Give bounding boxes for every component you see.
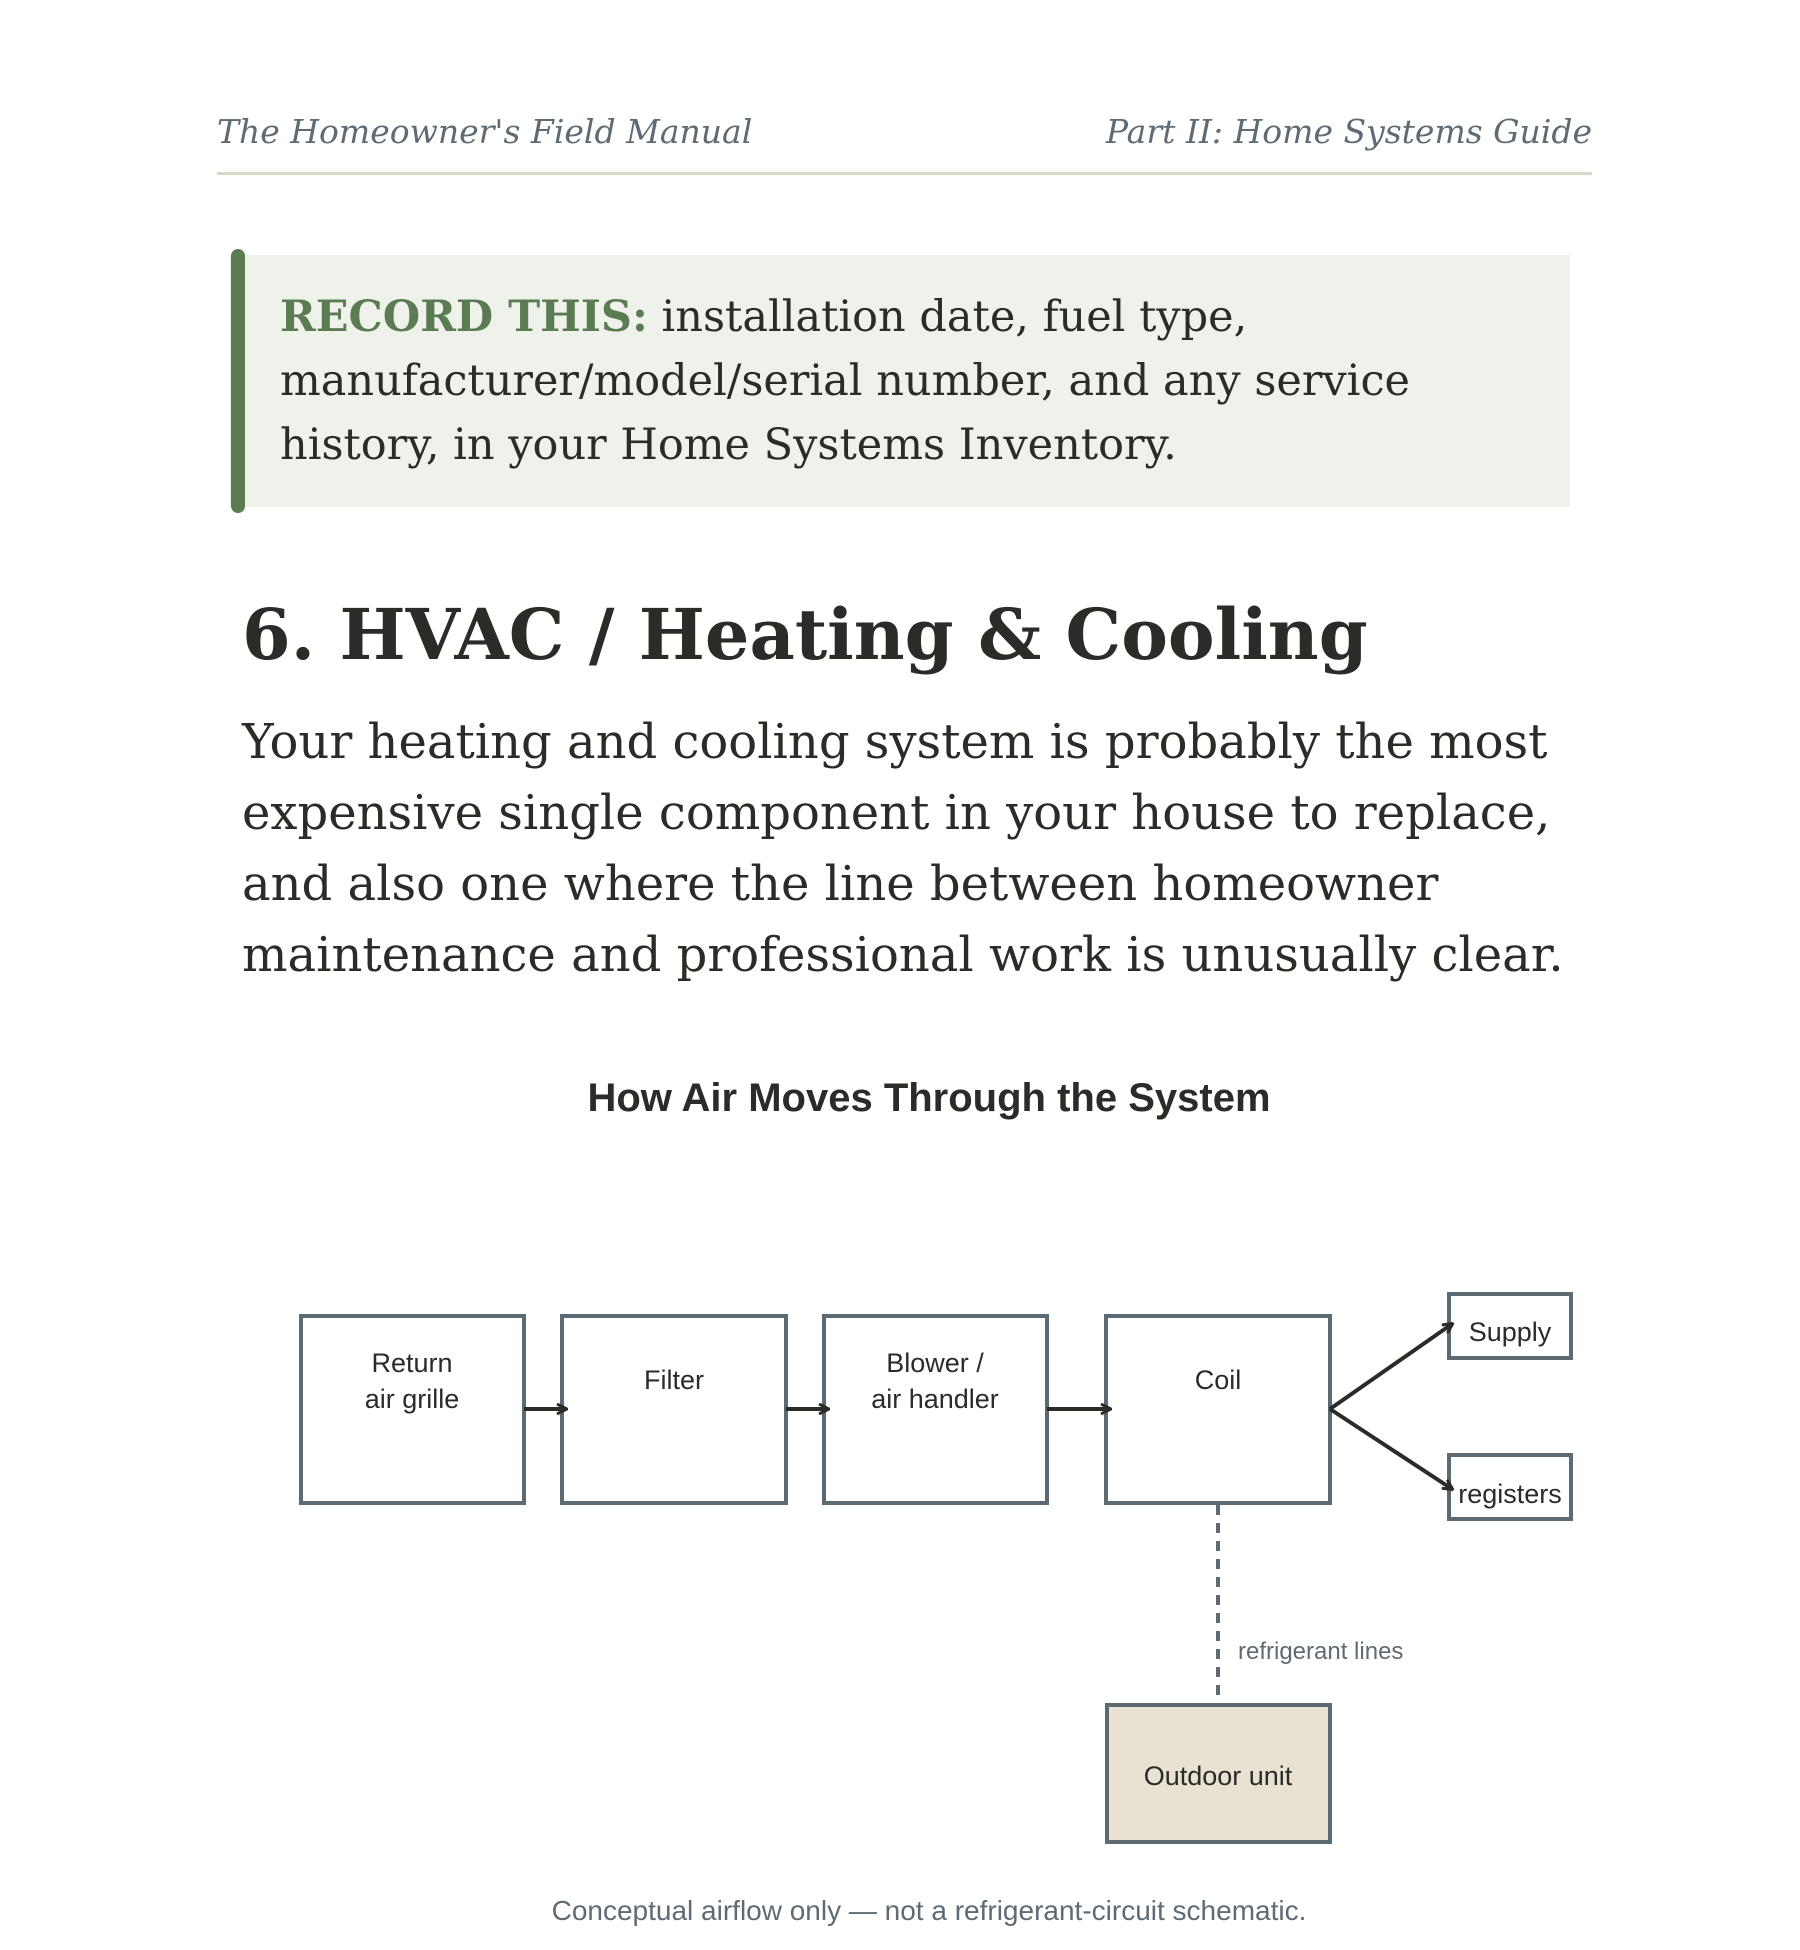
section-title: 6. HVAC / Heating & Cooling xyxy=(242,593,1368,676)
intro-paragraph: Your heating and cooling system is probably the most expensive single component in your house to replace, and also one where the line between homeowner maintenance and professional work is unusually clear. xyxy=(242,714,1564,983)
return-grille-label-line2: air grille xyxy=(364,1384,460,1414)
filter-label: Filter xyxy=(644,1365,704,1395)
part-title: Part II: Home Systems Guide xyxy=(1105,112,1592,151)
return-grille-label-line1: Return xyxy=(371,1348,453,1378)
callout-label: RECORD THIS: xyxy=(280,292,648,342)
outdoor-unit-label: Outdoor unit xyxy=(1143,1761,1293,1791)
coil-label: Coil xyxy=(1194,1365,1242,1395)
filter-node xyxy=(562,1316,786,1503)
registers-node xyxy=(1449,1455,1571,1519)
registers-label: registers xyxy=(1458,1479,1562,1509)
return-air-grille-node xyxy=(301,1316,524,1503)
figure-caption: Conceptual airflow only — not a refrigerant-circuit schematic. xyxy=(551,1895,1307,1926)
blower-label-line1: Blower / xyxy=(886,1348,984,1378)
supply-label: Supply xyxy=(1468,1317,1552,1347)
blower-node xyxy=(824,1316,1047,1503)
coil-node xyxy=(1106,1316,1330,1503)
figure-title: How Air Moves Through the System xyxy=(587,1076,1271,1120)
refrigerant-lines-label: refrigerant lines xyxy=(1238,1638,1404,1665)
book-title: The Homeowner's Field Manual xyxy=(217,112,753,151)
arrow-coil-to-supply xyxy=(1330,1324,1452,1409)
supply-node xyxy=(1449,1294,1571,1358)
blower-label-line2: air handler xyxy=(871,1384,999,1414)
callout-body: installation date, fuel type, manufacturer/model/serial number, and any service history, in your Home Systems Inventory. xyxy=(280,292,1410,470)
outdoor-unit-node xyxy=(1107,1705,1330,1842)
arrow-coil-to-registers xyxy=(1330,1409,1452,1489)
